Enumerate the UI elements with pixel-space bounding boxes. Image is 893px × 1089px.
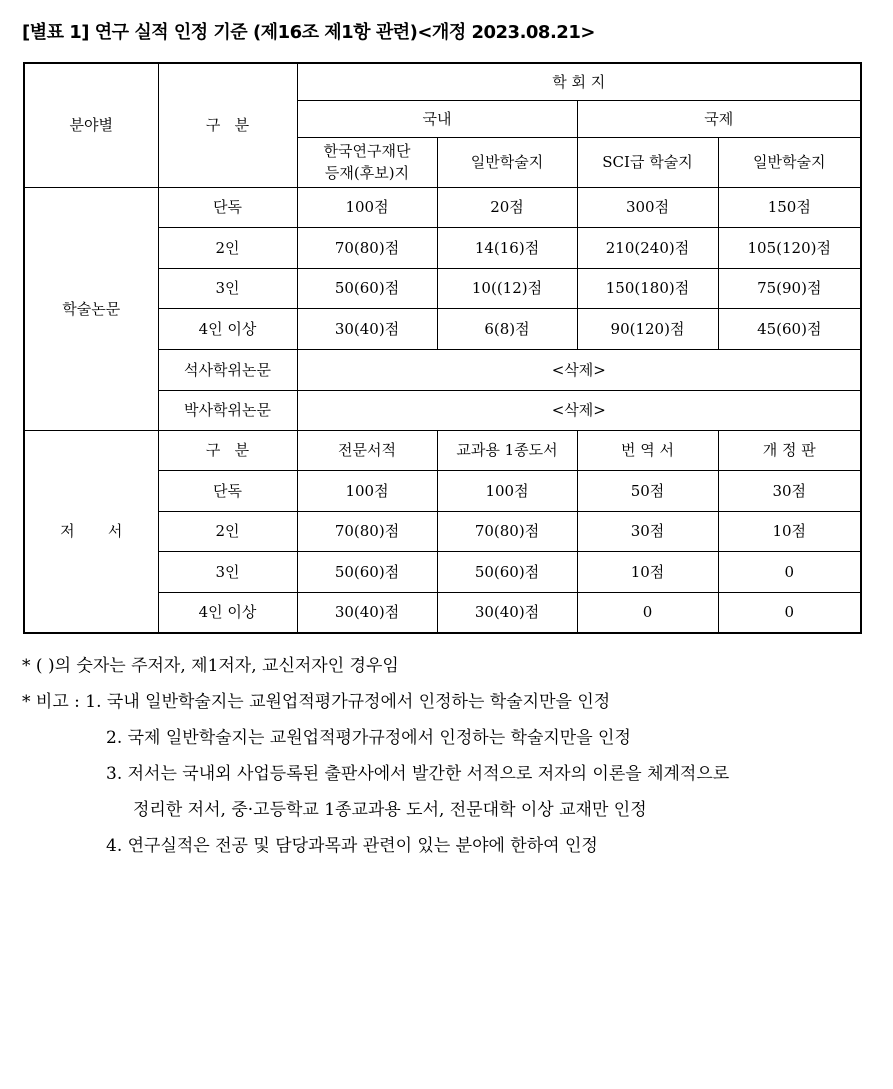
header-journal: 학 회 지 — [297, 63, 861, 100]
books-header-col: 번 역 서 — [577, 430, 718, 470]
table-cell: 30(40)점 — [297, 592, 437, 633]
table-cell: 50(60)점 — [297, 268, 437, 308]
table-cell: 90(120)점 — [577, 308, 718, 349]
header-domestic: 국내 — [297, 100, 577, 137]
header-field: 분야별 — [24, 63, 158, 187]
note-remark-2: 2. 국제 일반학술지는 교원업적평가규정에서 인정하는 학술지만을 인정 — [106, 728, 631, 748]
notes — [22, 648, 729, 864]
table-cell: 10((12)점 — [437, 268, 577, 308]
books-header-col: 전문서적 — [297, 430, 437, 470]
header-col: SCI급 학술지 — [577, 137, 718, 187]
row-label: 석사학위논문 — [158, 349, 297, 390]
header-international: 국제 — [577, 100, 861, 137]
table-cell: 0 — [718, 592, 861, 633]
table-cell: 50(60)점 — [437, 551, 577, 592]
row-label: 3인 — [158, 268, 297, 308]
header-col: 한국연구재단 등재(후보)지 — [297, 137, 437, 187]
note-parentheses: * ( )의 숫자는 주저자, 제1저자, 교신저자인 경우임 — [22, 656, 399, 676]
table-cell: 50(60)점 — [297, 551, 437, 592]
table-cell: 105(120)점 — [718, 227, 861, 268]
section-books: 저 서 — [24, 430, 158, 633]
row-label: 박사학위논문 — [158, 390, 297, 430]
row-label: 4인 이상 — [158, 592, 297, 633]
table-cell: 100점 — [437, 470, 577, 511]
deleted-cell: <삭제> — [297, 390, 861, 430]
table-cell: 70(80)점 — [437, 511, 577, 551]
row-label: 2인 — [158, 227, 297, 268]
section-papers: 학술논문 — [24, 187, 158, 430]
deleted-cell: <삭제> — [297, 349, 861, 390]
books-header-col: 교과용 1종도서 — [437, 430, 577, 470]
table-cell: 10점 — [577, 551, 718, 592]
table-cell: 100점 — [297, 187, 437, 227]
table-cell: 30(40)점 — [437, 592, 577, 633]
header-category: 구 분 — [158, 63, 297, 187]
note-remark-3: 3. 저서는 국내외 사업등록된 출판사에서 발간한 서적으로 저자의 이론을 체계적으로 — [106, 764, 730, 784]
table-cell: 30점 — [718, 470, 861, 511]
note-remark-3-cont: 정리한 저서, 중·고등학교 1종교과용 도서, 전문대학 이상 교재만 인정 — [133, 800, 647, 820]
table-cell: 150(180)점 — [577, 268, 718, 308]
table-cell: 30(40)점 — [297, 308, 437, 349]
note-remark-1: * 비고 : 1. 국내 일반학술지는 교원업적평가규정에서 인정하는 학술지만을 인정 — [22, 692, 611, 712]
row-label: 4인 이상 — [158, 308, 297, 349]
table-cell: 70(80)점 — [297, 511, 437, 551]
table-cell: 20점 — [437, 187, 577, 227]
table-cell: 14(16)점 — [437, 227, 577, 268]
table-cell: 10점 — [718, 511, 861, 551]
books-header-category: 구 분 — [158, 430, 297, 470]
table-cell: 45(60)점 — [718, 308, 861, 349]
table-cell: 50점 — [577, 470, 718, 511]
table-cell: 100점 — [297, 470, 437, 511]
note-remark-4: 4. 연구실적은 전공 및 담당과목과 관련이 있는 분야에 한하여 인정 — [106, 836, 598, 856]
table-cell: 70(80)점 — [297, 227, 437, 268]
table-cell: 210(240)점 — [577, 227, 718, 268]
table-cell: 300점 — [577, 187, 718, 227]
document-title: [별표 1] 연구 실적 인정 기준 (제16조 제1항 관련)<개정 2023.08.21> — [22, 22, 595, 43]
header-col: 일반학술지 — [718, 137, 861, 187]
row-label: 단독 — [158, 470, 297, 511]
table-cell: 0 — [718, 551, 861, 592]
table-cell: 30점 — [577, 511, 718, 551]
research-criteria-table — [23, 62, 862, 634]
row-label: 3인 — [158, 551, 297, 592]
table-cell: 0 — [577, 592, 718, 633]
row-label: 2인 — [158, 511, 297, 551]
table-cell: 75(90)점 — [718, 268, 861, 308]
books-header-col: 개 정 판 — [718, 430, 861, 470]
table-cell: 6(8)점 — [437, 308, 577, 349]
table-cell: 150점 — [718, 187, 861, 227]
header-col: 일반학술지 — [437, 137, 577, 187]
row-label: 단독 — [158, 187, 297, 227]
